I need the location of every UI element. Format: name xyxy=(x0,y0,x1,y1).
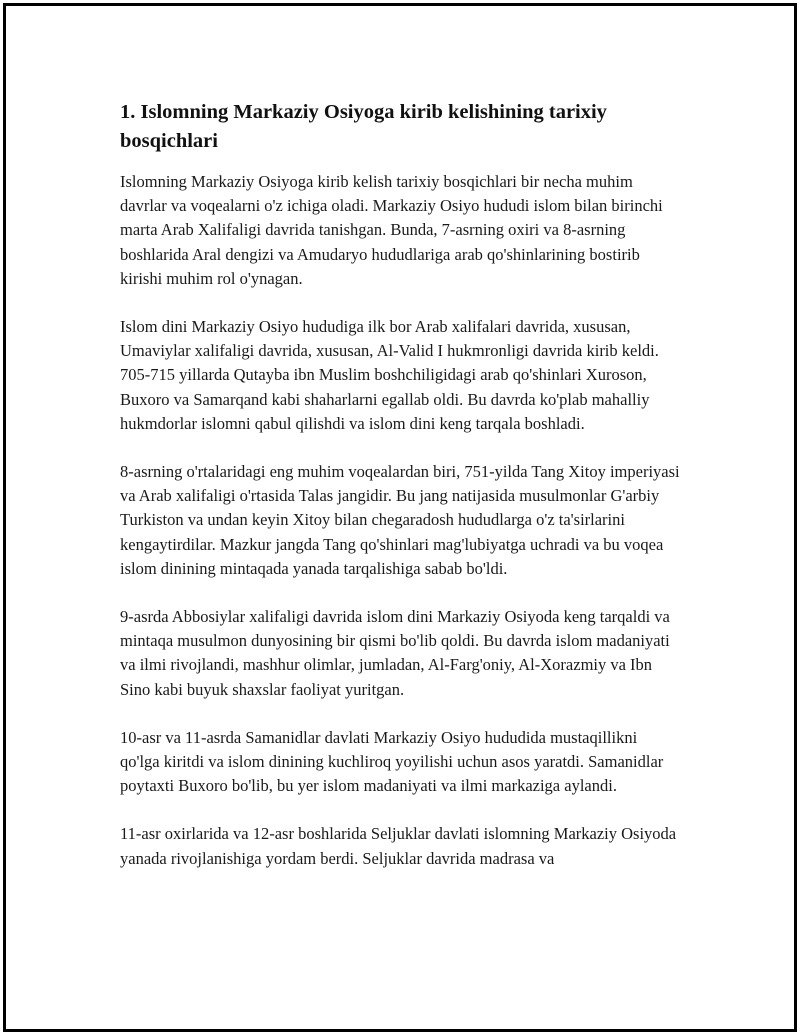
section-heading: 1. Islomning Markaziy Osiyoga kirib kelishining tarixiy bosqichlari xyxy=(120,101,607,152)
paragraph-5: 10-asr va 11-asrda Samanidlar davlati Markaziy Osiyo hududida mustaqillikni qo'lga kiritdi va islom dinining kuchliroq yoyilishi uchun asos yaratdi. Samanidlar poytaxti Buxoro bo'lib, bu yer islom madaniyati va ilmi markaziga aylandi. xyxy=(120,727,664,796)
paragraph-1: Islomning Markaziy Osiyoga kirib kelish tarixiy bosqichlari bir necha muhim davrlar va voqealarni o'z ichiga oladi. Markaziy Osiyo hududi islom bilan birinchi marta Arab Xalifaligi davrida tanishgan. Bunda, 7-asrning oxiri va 8-asrning boshlarida Aral dengizi va Amudaryo hududlariga arab qo'shinlarining bostirib kirishi muhim rol o'ynagan. xyxy=(120,172,663,288)
paragraph-3: 8-asrning o'rtalaridagi eng muhim voqealardan biri, 751-yilda Tang Xitoy imperiyasi va Arab xalifaligi o'rtasida Talas jangidir. Bu jang natijasida musulmonlar G'arbiy Turkiston va undan keyin Xitoy bilan chegaradosh hududlarga o'z ta'sirlarini kengaytirdilar. Mazkur jangda Tang qo'shinlari mag'lubiyatga uchradi va bu voqea islom dinining mintaqada yanada tarqalishiga sabab bo'ldi. xyxy=(120,462,680,578)
document-content xyxy=(120,98,680,895)
paragraph-6: 11-asr oxirlarida va 12-asr boshlarida Seljuklar davlati islomning Markaziy Osiyoda yanada rivojlanishiga yordam berdi. Seljuklar davrida madrasa va xyxy=(120,824,677,868)
paragraph-4: 9-asrda Abbosiylar xalifaligi davrida islom dini Markaziy Osiyoda keng tarqaldi va mintaqa musulmon dunyosining bir qismi bo'lib qoldi. Bu davrda islom madaniyati va ilmi rivojlandi, mashhur olimlar, jumladan, Al-Farg'oniy, Al-Xorazmiy va Ibn Sino kabi buyuk shaxslar faoliyat yuritgan. xyxy=(120,607,670,699)
document-page xyxy=(3,3,797,1032)
paragraph-2: Islom dini Markaziy Osiyo hududiga ilk bor Arab xalifalari davrida, xususan, Umaviylar xalifaligi davrida, xususan, Al-Valid I hukmronligi davrida kirib keldi. 705-715 yillarda Qutayba ibn Muslim boshchiligidagi arab qo'shinlari Xuroson, Buxoro va Samarqand kabi shaharlarni egallab oldi. Bu davrda ko'plab mahalliy hukmdorlar islomni qabul qilishdi va islom dini keng tarqala boshladi. xyxy=(120,317,659,433)
